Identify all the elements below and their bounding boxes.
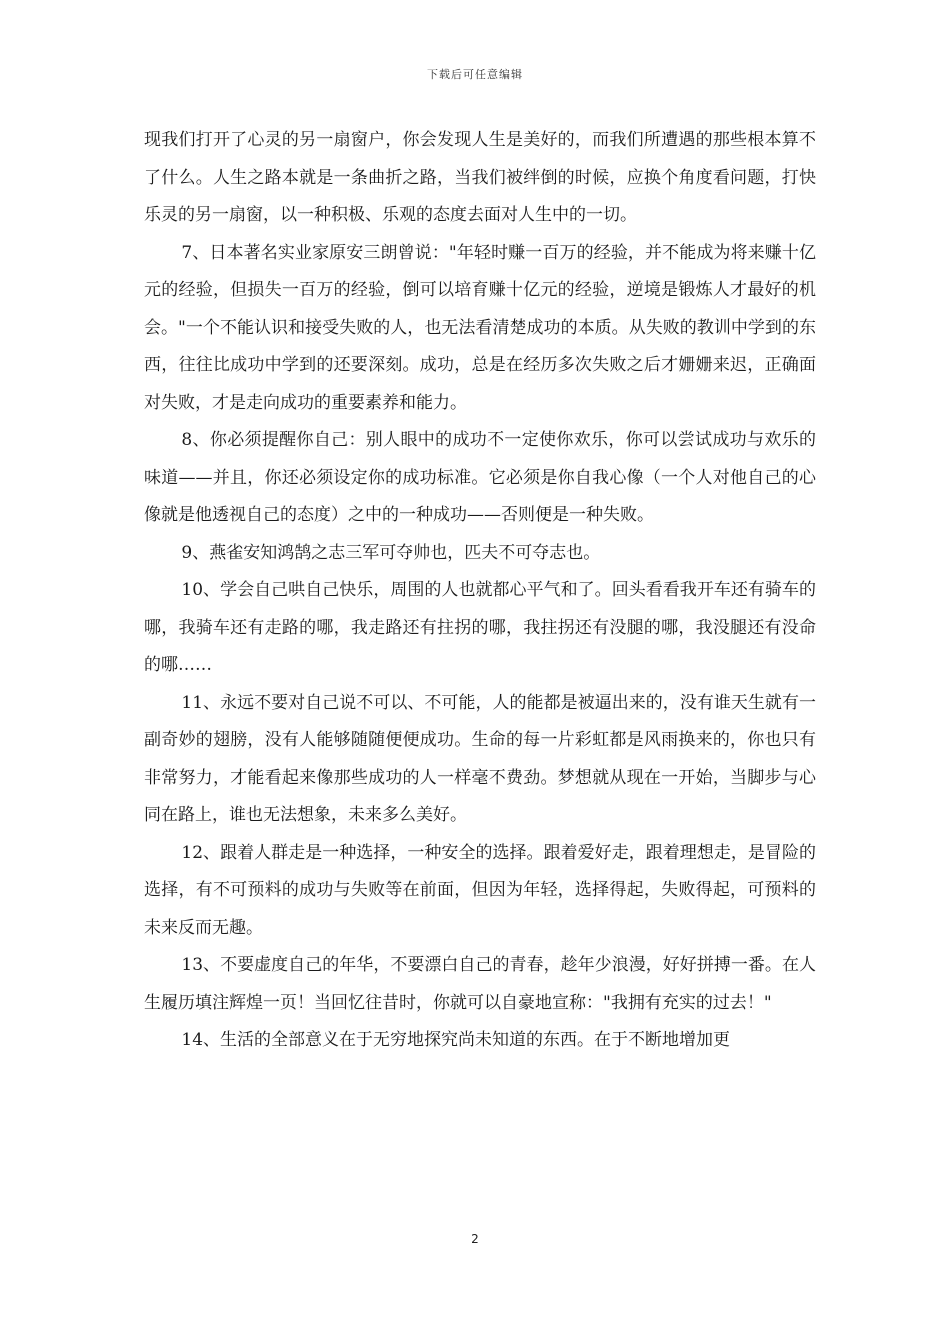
paragraph-item-8: 8、你必须提醒你自己：别人眼中的成功不一定使你欢乐，你可以尝试成功与欢乐的味道——并且，你还必须设定你的成功标准。它必须是你自我心像（一个人对他自己的心像就是他透视自己的态度）之中的一种成功——否则便是一种失败。: [144, 430, 816, 525]
paragraph-item-13: 13、不要虚度自己的年华，不要漂白自己的青春，趁年少浪漫，好好拼搏一番。在人生履历填注辉煌一页！当回忆往昔时，你就可以自豪地宣称："我拥有充实的过去！": [144, 955, 816, 1013]
document-body: [144, 122, 816, 1060]
paragraph-item-12: 12、跟着人群走是一种选择，一种安全的选择。跟着爱好走，跟着理想走，是冒险的选择，有不可预料的成功与失败等在前面，但因为年轻，选择得起，失败得起，可预料的未来反而无趣。: [144, 842, 816, 938]
paragraph-item-11: 11、永远不要对自己说不可以、不可能，人的能都是被逼出来的，没有谁天生就有一副奇妙的翅膀，没有人能够随随便便成功。生命的每一片彩虹都是风雨换来的，你也只有非常努力，才能看起来像那些成功的人一样毫不费劲。梦想就从现在一开始，当脚步与心同在路上，谁也无法想象，未来多么美好。: [144, 692, 816, 825]
page-header-note: 下载后可任意编辑: [427, 68, 523, 81]
paragraph-item-9: 9、燕雀安知鸿鹄之志三军可夺帅也，匹夫不可夺志也。: [181, 542, 601, 563]
page-number: 2: [471, 1232, 479, 1246]
paragraph-item-10: 10、学会自己哄自己快乐，周围的人也就都心平气和了。回头看看我开车还有骑车的哪，我骑车还有走路的哪，我走路还有拄拐的哪，我拄拐还有没腿的哪，我没腿还有没命的哪……: [144, 580, 816, 675]
paragraph-item-14: 14、生活的全部意义在于无穷地探究尚未知道的东西。在于不断地增加更: [181, 1030, 731, 1050]
paragraph-continuation: 现我们打开了心灵的另一扇窗户，你会发现人生是美好的，而我们所遭遇的那些根本算不了什么。人生之路本就是一条曲折之路，当我们被绊倒的时候，应换个角度看问题，打快乐灵的另一扇窗，以一种积极、乐观的态度去面对人生中的一切。: [144, 130, 816, 225]
paragraph-item-7: 7、日本著名实业家原安三朗曾说："年轻时赚一百万的经验，并不能成为将来赚十亿元的经验，但损失一百万的经验，倒可以培育赚十亿元的经验，逆境是锻炼人才最好的机会。"一个不能认识和接受失败的人，也无法看清楚成功的本质。从失败的教训中学到的东西，往往比成功中学到的还要深刻。成功，总是在经历多次失败之后才姗姗来迟，正确面对失败，才是走向成功的重要素养和能力。: [144, 242, 816, 413]
